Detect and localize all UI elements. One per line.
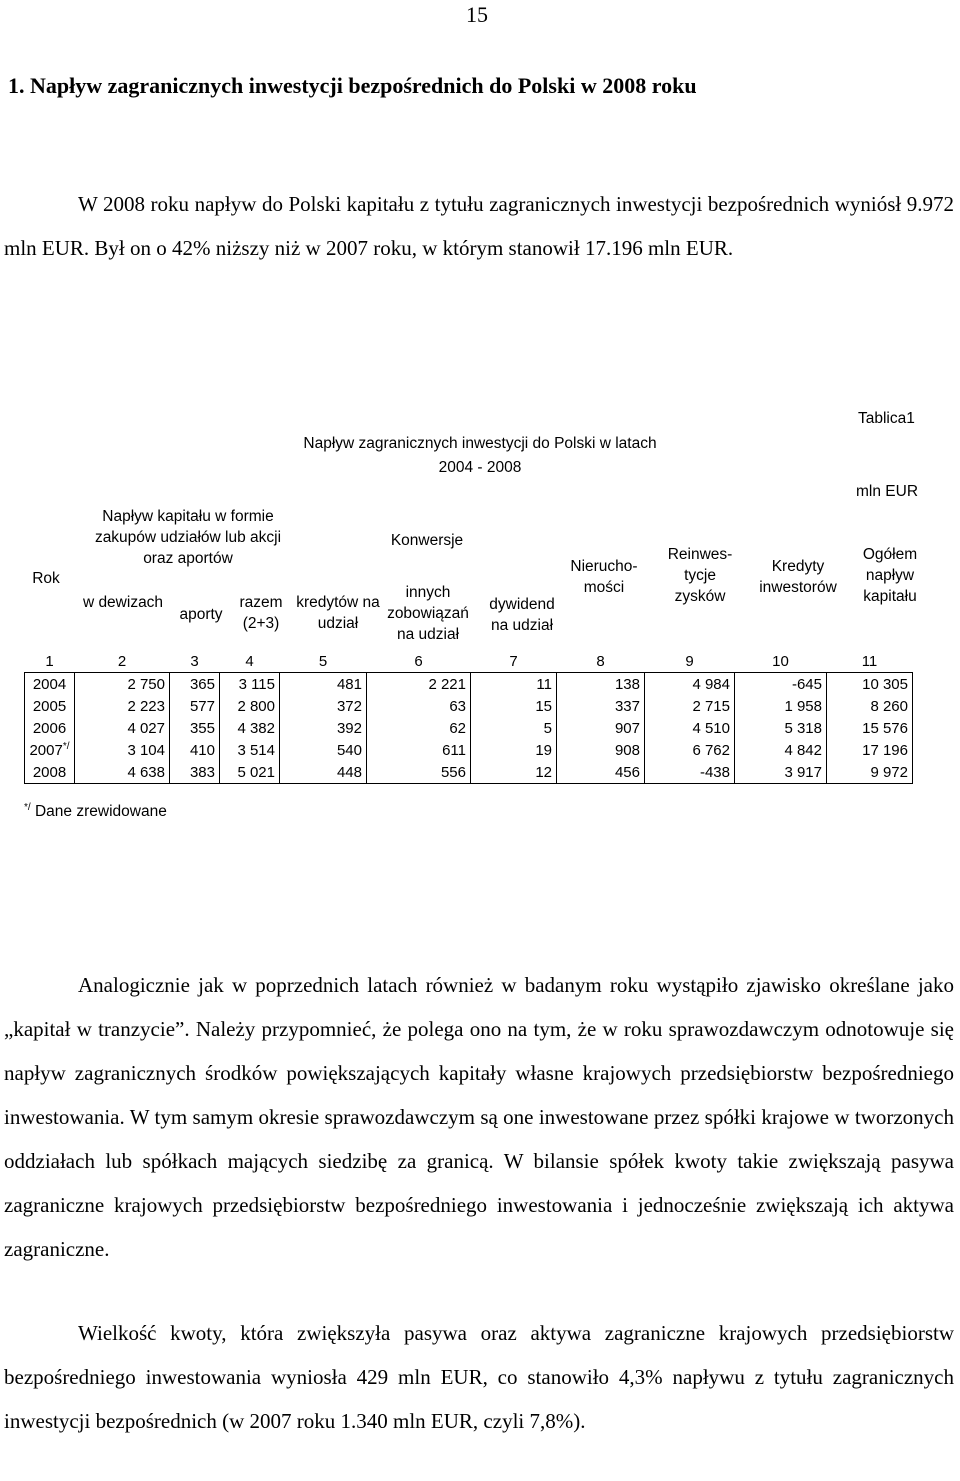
table-cell: 4 638 — [75, 761, 170, 784]
column-number: 10 — [735, 650, 827, 673]
table-cell: 11 — [471, 673, 557, 696]
footnote-text: Dane zrewidowane — [34, 803, 167, 821]
row-year — [25, 739, 75, 761]
header-aporty: aporty — [179, 606, 223, 623]
transit-capital-text: Analogicznie jak w poprzednich latach również w badanym roku wystąpiło zjawisko określane jako „kapitał w tranzycie”. Należy przypomnieć, że polega ono na tym, że w roku sprawozdawczym odnotowuje się napływ zagranicznych środków powiększających kapitały własne krajowych przedsiębiorstw bezpośredniego inwestowania. W tym samym okresie sprawozdawczym są one inwestowane przez spółki krajowe w tworzonych oddziałach lub spółkach mających siedzibę za granicą. W bilansie spółek kwoty takie zwiększają pasywa zagraniczne krajowych przedsiębiorstw bezpośredniego inwestowania i jednocześnie zwiększają ich aktywa zagraniczne. — [4, 973, 954, 1261]
table-cell: -645 — [735, 673, 827, 696]
header-dywidend: dywidend na udział — [489, 596, 555, 634]
table-cell: 372 — [280, 695, 367, 717]
table-cell: 17 196 — [827, 739, 913, 761]
table-cell: 19 — [471, 739, 557, 761]
table-cell: 4 510 — [645, 717, 735, 739]
amount-text: Wielkość kwoty, która zwiększyła pasywa oraz aktywa zagraniczne krajowych przedsiębiorstw bezpośredniego inwestowania wyniosła 429 mln EUR, co stanowiło 4,3% napływu z tytułu zagranicznych inwestycji bezpośrednich (w 2007 roku 1.340 mln EUR, czyli 7,8%). — [4, 1321, 954, 1433]
table-cell: 8 260 — [827, 695, 913, 717]
table-cell: 540 — [280, 739, 367, 761]
table-row — [25, 695, 913, 717]
header-ogolem: Ogółem napływ kapitału — [862, 546, 918, 605]
table-unit: mln EUR — [856, 483, 919, 500]
table-cell: 556 — [367, 761, 471, 784]
table-cell: 611 — [367, 739, 471, 761]
table-cell: 907 — [557, 717, 645, 739]
table-cell: -438 — [645, 761, 735, 784]
table-cell: 410 — [170, 739, 220, 761]
amount-paragraph — [4, 1311, 954, 1443]
table-cell: 2 223 — [75, 695, 170, 717]
table-row — [25, 673, 913, 696]
table-cell: 10 305 — [827, 673, 913, 696]
table-footnote — [24, 802, 167, 821]
table-cell: 365 — [170, 673, 220, 696]
table-cell: 15 — [471, 695, 557, 717]
table-cell: 2 750 — [75, 673, 170, 696]
table-cell: 392 — [280, 717, 367, 739]
table-cell: 6 762 — [645, 739, 735, 761]
investment-table — [24, 650, 913, 784]
column-number: 5 — [280, 650, 367, 673]
table-cell: 908 — [557, 739, 645, 761]
header-nieruchomosci: Nierucho-mości — [570, 558, 638, 596]
column-number: 2 — [75, 650, 170, 673]
table-title: Napływ zagranicznych inwestycji do Polski w latach 2004 - 2008 — [303, 435, 657, 476]
table-cell: 3 917 — [735, 761, 827, 784]
column-numbers-row — [25, 650, 913, 673]
header-konwersje: Konwersje — [390, 532, 464, 549]
table-cell: 4 984 — [645, 673, 735, 696]
row-year: 2005 — [25, 695, 75, 717]
table-cell: 2 221 — [367, 673, 471, 696]
page-number: 15 — [466, 2, 488, 27]
table-cell: 4 027 — [75, 717, 170, 739]
column-number: 11 — [827, 650, 913, 673]
header-w-dewizach: w dewizach — [82, 594, 164, 611]
header-innych: innych zobowiązań na udział — [387, 584, 469, 643]
transit-capital-paragraph — [4, 963, 954, 1271]
column-number: 7 — [471, 650, 557, 673]
header-kredyty: Kredyty inwestorów — [759, 558, 837, 596]
intro-text: W 2008 roku napływ do Polski kapitału z tytułu zagranicznych inwestycji bezpośrednich wyniósł 9.972 mln EUR. Był on o 42% niższy niż w 2007 roku, w którym stanowił 17.196 mln EUR. — [4, 192, 954, 260]
header-reinwestycje: Reinwes-tycje zysków — [667, 546, 733, 605]
table-cell: 4 382 — [220, 717, 280, 739]
table-row — [25, 761, 913, 784]
table-cell: 577 — [170, 695, 220, 717]
table-row — [25, 717, 913, 739]
table-cell: 5 318 — [735, 717, 827, 739]
table-cell: 383 — [170, 761, 220, 784]
table-cell: 456 — [557, 761, 645, 784]
table-cell: 337 — [557, 695, 645, 717]
table-cell: 4 842 — [735, 739, 827, 761]
column-number: 6 — [367, 650, 471, 673]
table-cell: 448 — [280, 761, 367, 784]
row-year: 2006 — [25, 717, 75, 739]
section-heading: 1. Napływ zagranicznych inwestycji bezpośrednich do Polski w 2008 roku — [8, 73, 697, 98]
table-cell: 63 — [367, 695, 471, 717]
table-cell: 2 715 — [645, 695, 735, 717]
column-number: 3 — [170, 650, 220, 673]
row-year: 2004 — [25, 673, 75, 696]
column-number: 9 — [645, 650, 735, 673]
table-cell: 138 — [557, 673, 645, 696]
header-kredytow: kredytów na udział — [296, 594, 380, 632]
row-year-text: 2007 — [29, 742, 63, 759]
table-cell: 5 021 — [220, 761, 280, 784]
header-rok: Rok — [32, 570, 60, 587]
footnote-mark: */ — [24, 802, 31, 813]
header-naplyw-group: Napływ kapitału w formie zakupów udziałów lub akcji oraz aportów — [94, 508, 282, 567]
table-cell: 15 576 — [827, 717, 913, 739]
row-year: 2008 — [25, 761, 75, 784]
table-label: Tablica1 — [858, 410, 915, 427]
table-cell: 1 958 — [735, 695, 827, 717]
table-cell: 5 — [471, 717, 557, 739]
table-cell: 12 — [471, 761, 557, 784]
column-number: 8 — [557, 650, 645, 673]
table-cell: 3 115 — [220, 673, 280, 696]
table-cell: 355 — [170, 717, 220, 739]
column-number: 4 — [220, 650, 280, 673]
revision-mark: */ — [62, 741, 70, 752]
header-razem: razem (2+3) — [239, 594, 283, 632]
table-row — [25, 739, 913, 761]
column-number: 1 — [25, 650, 75, 673]
table-cell: 62 — [367, 717, 471, 739]
table-cell: 9 972 — [827, 761, 913, 784]
table-cell: 3 104 — [75, 739, 170, 761]
table-cell: 481 — [280, 673, 367, 696]
table-cell: 3 514 — [220, 739, 280, 761]
table-cell: 2 800 — [220, 695, 280, 717]
